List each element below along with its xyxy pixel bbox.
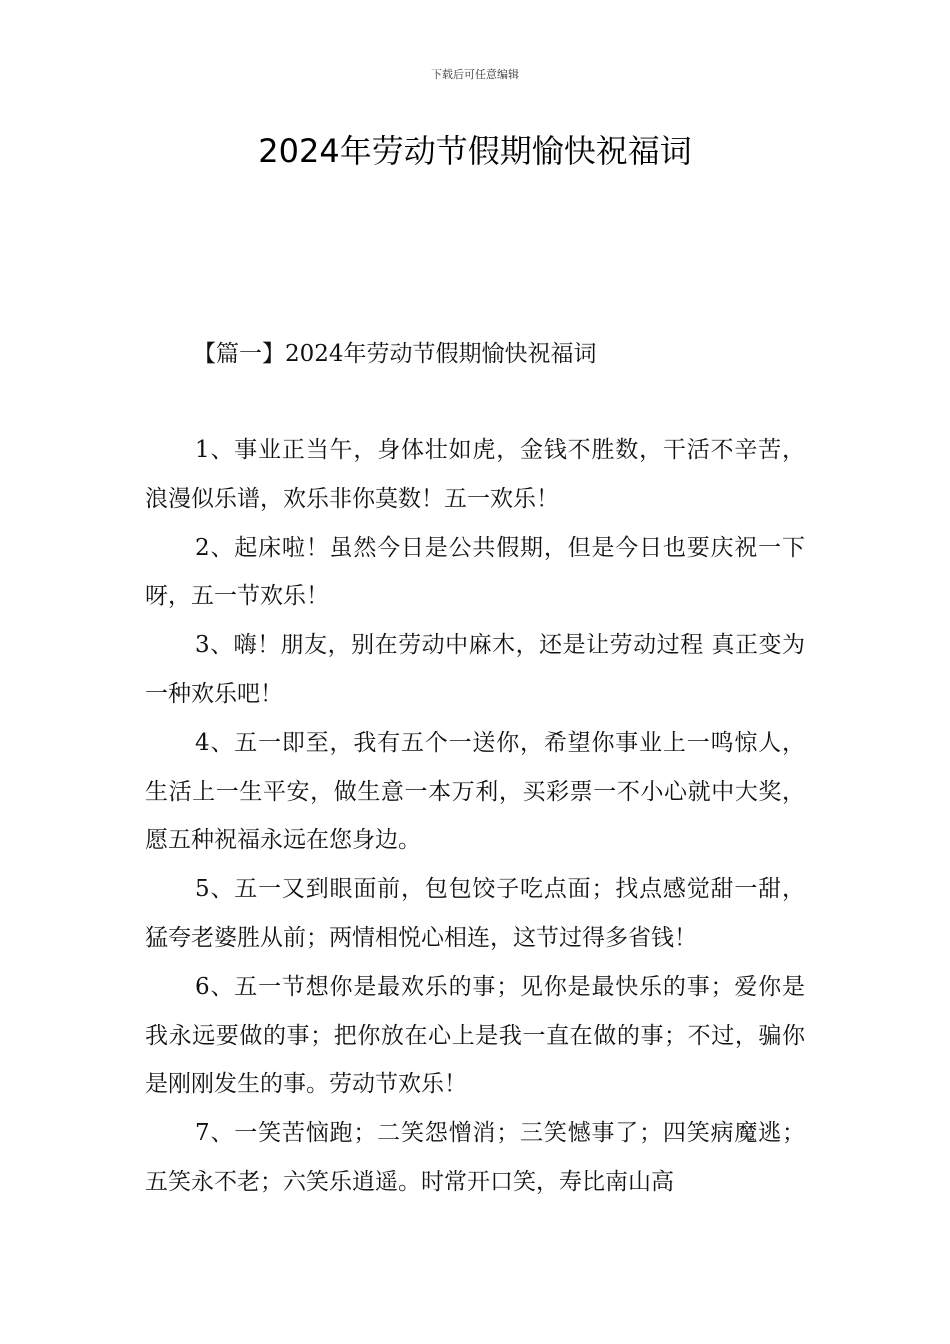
document-title: 2024年劳动节假期愉快祝福词 xyxy=(258,132,692,170)
paragraph-6: 6、五一节想你是最欢乐的事；见你是最快乐的事；爱你是我永远要做的事；把你放在心上是我一直在做的事；不过，骗你是刚刚发生的事。劳动节欢乐！ xyxy=(145,973,805,1098)
header-note: 下载后可任意编辑 xyxy=(431,68,519,81)
paragraph-3: 3、嗨！朋友，别在劳动中麻木，还是让劳动过程 真正变为一种欢乐吧！ xyxy=(145,632,805,707)
section-heading: 【篇一】2024年劳动节假期愉快祝福词 xyxy=(193,341,597,367)
paragraph-4: 4、五一即至，我有五个一送你，希望你事业上一鸣惊人，生活上一生平安，做生意一本万利，买彩票一不小心就中大奖，愿五种祝福永远在您身边。 xyxy=(145,729,805,854)
body-text xyxy=(145,426,805,1207)
paragraph-2: 2、起床啦！虽然今日是公共假期，但是今日也要庆祝一下呀，五一节欢乐！ xyxy=(145,534,805,610)
paragraph-5: 5、五一又到眼面前，包包饺子吃点面；找点感觉甜一甜，猛夸老婆胜从前；两情相悦心相连，这节过得多省钱！ xyxy=(145,876,805,951)
paragraph-1: 1、事业正当午，身体壮如虎，金钱不胜数，干活不辛苦，浪漫似乐谱，欢乐非你莫数！五一欢乐！ xyxy=(145,437,805,512)
paragraph-7: 7、一笑苦恼跑；二笑怨憎消；三笑憾事了；四笑病魔逃；五笑永不老；六笑乐逍遥。时常开口笑，寿比南山高 xyxy=(145,1120,805,1195)
